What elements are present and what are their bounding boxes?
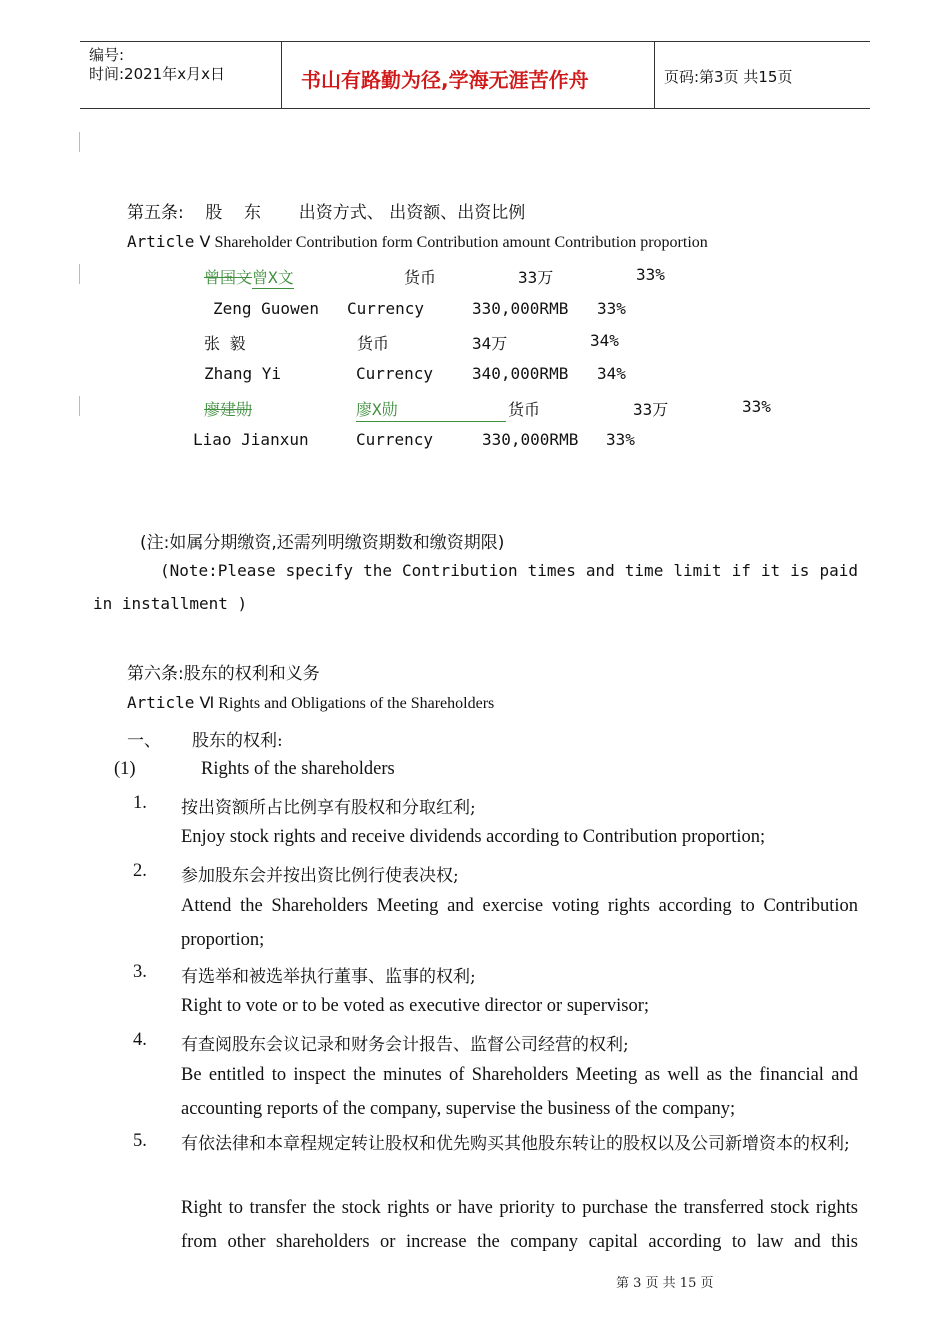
note-cn: (注:如属分期缴资,还需列明缴资期数和缴资期限) <box>140 533 505 553</box>
article6-title-en-prefix: Article <box>127 693 195 712</box>
amount-cell: 330,000RMB <box>472 299 569 318</box>
header-time-label: 时间:2021年x月x日 <box>89 65 225 83</box>
list-item-number: 5. <box>133 1131 147 1151</box>
list-item-en: Attend the Shareholders Meeting and exercise voting rights according to Contribution proportion; <box>181 896 858 950</box>
form-cell: 货币 <box>357 334 390 353</box>
amount-cell: 34万 <box>472 334 508 353</box>
amount-cell: 340,000RMB <box>472 364 569 383</box>
list-item-en: Right to transfer the stock rights or have priority to purchase the transferred stock rights from other shareholders or increase the company capital according to law and this <box>181 1198 858 1252</box>
name-cell: Zeng Guowen <box>213 299 319 318</box>
article5-title-cn: 第五条: 股 东 出资方式、 出资额、出资比例 <box>127 203 526 223</box>
deleted-name: 廖建勋 <box>204 400 253 419</box>
name-cell <box>204 397 506 422</box>
list-item-cn: 有选举和被选举执行董事、监事的权利; <box>181 967 476 987</box>
inserted-name: 廖X勋 <box>356 397 506 422</box>
list-item-number: 3. <box>133 962 147 982</box>
section-en-number: (1) <box>114 759 136 779</box>
header-divider-left <box>281 41 282 109</box>
article6-title-cn: 第六条:股东的权利和义务 <box>127 664 320 684</box>
ratio-cell: 33% <box>606 430 635 449</box>
name-cell: Liao Jianxun <box>193 430 309 449</box>
revision-marker <box>79 264 80 284</box>
list-item-number: 2. <box>133 861 147 881</box>
name-cell: 张 毅 <box>204 334 246 353</box>
list-item-cn: 按出资额所占比例享有股权和分取红利; <box>181 798 476 818</box>
form-cell: Currency <box>356 430 434 449</box>
list-item-number: 4. <box>133 1030 147 1050</box>
revision-marker <box>79 132 80 152</box>
note-en-line1: (Note:Please specify the Contribution times and time limit if it is paid <box>160 561 858 580</box>
ratio-cell: 33% <box>597 299 626 318</box>
ratio-cell: 33% <box>636 265 665 284</box>
article5-title-en-prefix: Article <box>127 232 195 251</box>
amount-cell: 33万 <box>633 400 669 419</box>
section-en-title: Rights of the shareholders <box>201 759 395 779</box>
header-page-info: 页码:第3页 共15页 <box>664 68 793 86</box>
header-divider-right <box>654 41 655 109</box>
form-cell: 货币 <box>404 268 437 287</box>
amount-cell: 33万 <box>518 268 554 287</box>
article5-title-en <box>127 232 708 252</box>
list-item-cn: 有查阅股东会议记录和财务会计报告、监督公司经营的权利; <box>181 1035 629 1055</box>
header-bottom-rule <box>80 108 870 109</box>
form-cell: Currency <box>356 364 434 383</box>
note-en-line2: in installment ) <box>93 594 248 613</box>
list-item-en: Enjoy stock rights and receive dividends according to Contribution proportion; <box>181 827 766 847</box>
name-cell: Zhang Yi <box>204 364 282 383</box>
amount-cell: 330,000RMB <box>482 430 579 449</box>
list-item-en: Right to vote or to be voted as executive director or supervisor; <box>181 996 650 1016</box>
list-item-cn: 参加股东会并按出资比例行使表决权; <box>181 866 459 886</box>
form-cell: 货币 <box>508 400 541 419</box>
section-cn-number: 一、 <box>127 731 161 751</box>
list-item-en: Be entitled to inspect the minutes of Shareholders Meeting as well as the financial and accounting reports of the company, supervise the business of the company; <box>181 1065 858 1119</box>
article6-title-en <box>127 693 494 713</box>
header-motto: 书山有路勤为径,学海无涯苦作舟 <box>301 68 589 92</box>
list-item-cn: 有依法律和本章程规定转让股权和优先购买其他股东转让的股权以及公司新增资本的权利; <box>181 1134 850 1154</box>
revision-marker <box>79 396 80 416</box>
name-cell <box>204 265 294 288</box>
ratio-cell: 34% <box>590 331 619 350</box>
article5-title-en-rest: Ⅴ Shareholder Contribution form Contribution amount Contribution proportion <box>199 234 708 251</box>
deleted-name: 曾国文 <box>204 268 253 287</box>
ratio-cell: 33% <box>742 397 771 416</box>
list-item-number: 1. <box>133 793 147 813</box>
header-top-rule <box>80 41 870 42</box>
ratio-cell: 34% <box>597 364 626 383</box>
header-number-label: 编号: <box>89 46 125 64</box>
inserted-name: 曾X文 <box>252 268 294 287</box>
form-cell: Currency <box>347 299 425 318</box>
section-cn-title: 股东的权利: <box>192 731 283 751</box>
footer-page-label: 第 3 页 共 15 页 <box>616 1276 714 1291</box>
article6-title-en-rest: Ⅵ Rights and Obligations of the Shareholders <box>199 695 495 712</box>
